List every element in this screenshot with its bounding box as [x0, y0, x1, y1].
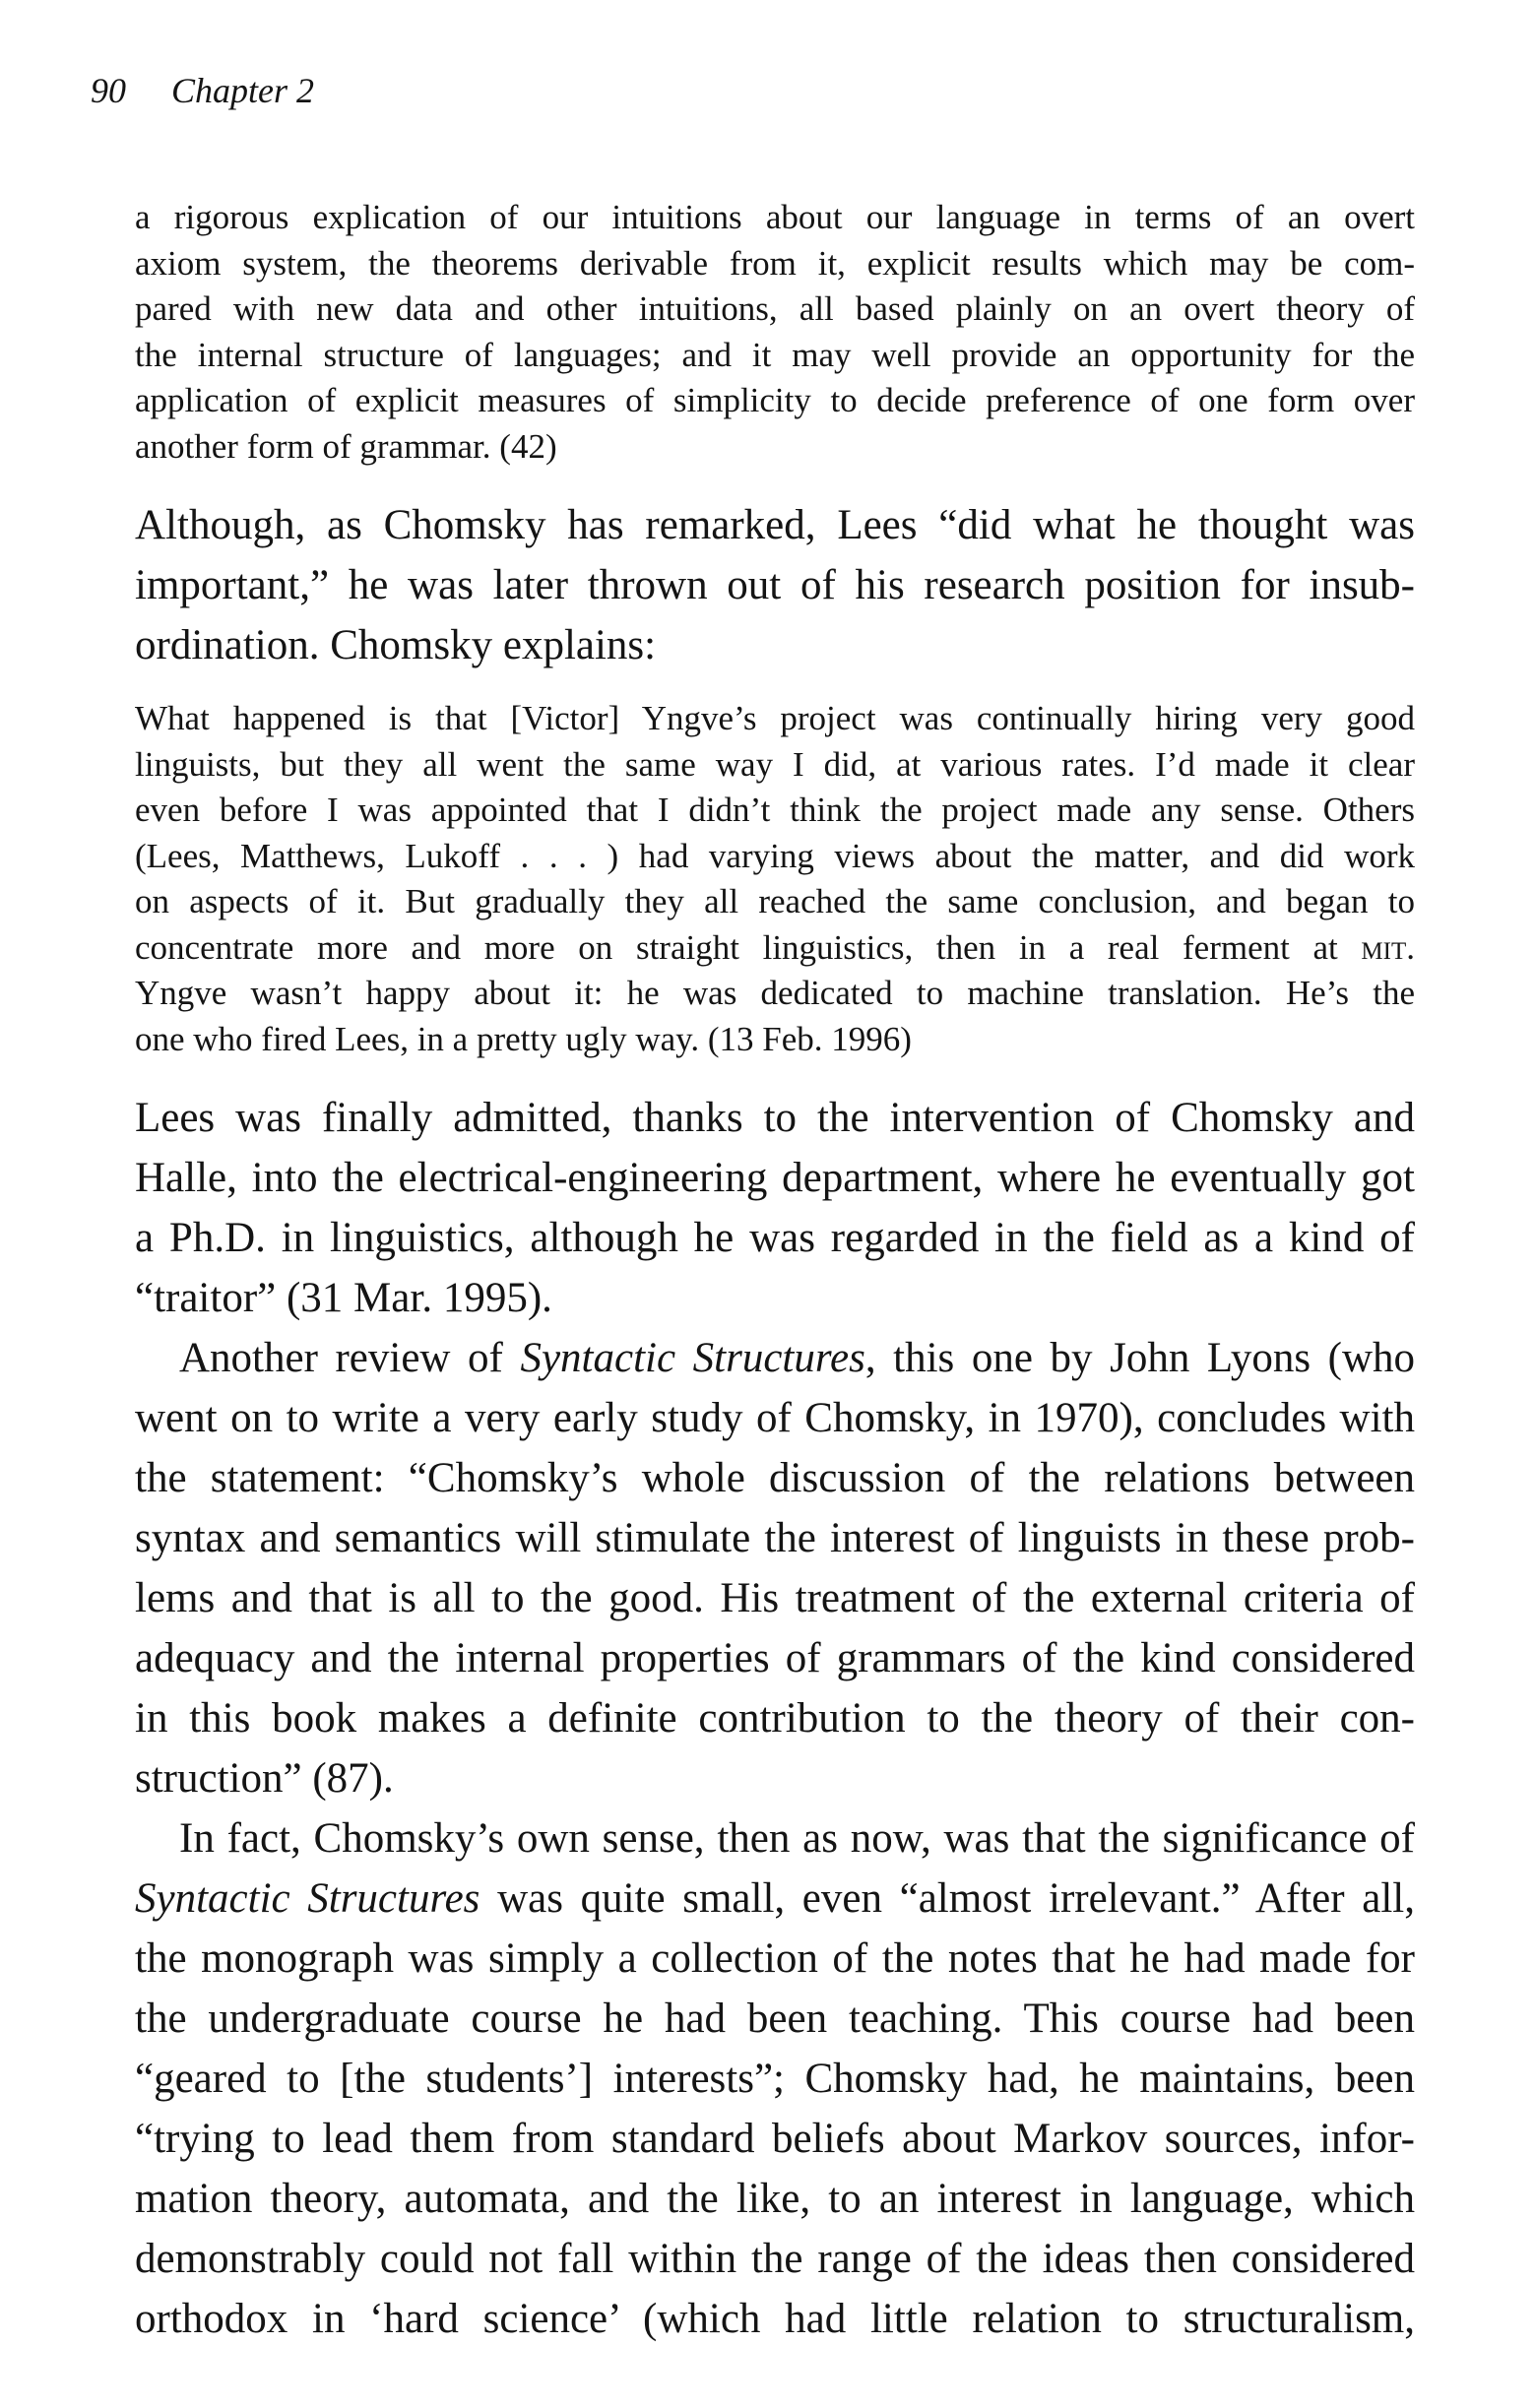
text-line: even before I was appointed that I didn’t think the project made any sense. Others	[135, 791, 1415, 829]
paragraph-lees-insubordination	[135, 495, 1415, 675]
text-line: syntax and semantics will stimulate the interest of linguists in these prob-	[135, 1515, 1415, 1561]
block-quote-chomsky	[135, 696, 1415, 1062]
text-line: one who fired Lees, in a pretty ugly way. (13 Feb. 1996)	[135, 1019, 912, 1058]
text-line: application of explicit measures of simplicity to decide preference of one form over	[135, 381, 1415, 419]
text-line: linguists, but they all went the same way I did, at various rates. I’d made it clear	[135, 744, 1415, 784]
paragraph-lyons-review	[135, 1328, 1415, 1808]
text-line: on aspects of it. But gradually they all reached the same conclusion, and began to	[135, 882, 1415, 920]
text-line: ordination. Chomsky explains:	[135, 622, 657, 668]
text-line: struction” (87).	[135, 1755, 394, 1802]
page-number: 90	[91, 71, 126, 110]
block-quote-lees	[135, 195, 1415, 470]
text-line: a rigorous explication of our intuitions about our language in terms of an overt	[135, 198, 1415, 236]
text-line: the statement: “Chomsky’s whole discussion of the relations between	[135, 1455, 1415, 1501]
text-line: demonstrably could not fall within the range of the ideas then considered	[135, 2236, 1415, 2282]
text-line	[135, 1869, 1415, 1929]
text-line: the undergraduate course he had been teaching. This course had been	[135, 1996, 1415, 2042]
text-line: orthodox in ‘hard science’ (which had little relation to structuralism,	[135, 2296, 1415, 2342]
text-run: , this one by John Lyons (who	[864, 1335, 1416, 1381]
text-line: the monograph was simply a collection of the notes that he had made for	[135, 1935, 1415, 1982]
text-line	[135, 1328, 1415, 1388]
text-line: important,” he was later thrown out of his research position for insub-	[135, 562, 1415, 608]
text-line: the internal structure of languages; and it may well provide an opportunity for the	[135, 335, 1415, 374]
text-line: went on to write a very early study of Chomsky, in 1970), concludes with	[135, 1395, 1415, 1441]
book-title: Syntactic Structures	[520, 1335, 865, 1381]
text-line: pared with new data and other intuitions, all based plainly on an overt theory of	[135, 289, 1415, 328]
text-line: another form of grammar. (42)	[135, 426, 557, 466]
text-line	[135, 925, 1415, 972]
text-run: concentrate more and more on straight linguistics, then in a real ferment at	[135, 927, 1362, 967]
text-line: adequacy and the internal properties of grammars of the kind considered	[135, 1635, 1415, 1681]
abbreviation-mit: mit	[1361, 927, 1407, 967]
text-run: Another review of	[179, 1335, 521, 1381]
running-head	[91, 69, 314, 112]
paragraph-significance	[135, 1808, 1415, 2349]
text-run: was quite small, even “almost irrelevant.” After all,	[480, 1875, 1415, 1922]
text-line: In fact, Chomsky’s own sense, then as now, was that the significance of	[179, 1815, 1415, 1862]
text-line: Yngve wasn’t happy about it: he was dedicated to machine translation. He’s the	[135, 974, 1415, 1012]
text-line: Although, as Chomsky has remarked, Lees “did what he thought was	[135, 502, 1415, 548]
text-line: in this book makes a definite contribution to the theory of their con-	[135, 1695, 1415, 1742]
text-line: mation theory, automata, and the like, to an interest in language, which	[135, 2176, 1415, 2222]
text-line: “trying to lead them from standard beliefs about Markov sources, infor-	[135, 2116, 1415, 2162]
text-run: .	[1406, 927, 1415, 967]
text-line: Halle, into the electrical-engineering department, where he eventually got	[135, 1155, 1415, 1201]
paragraph-lees-admitted	[135, 1088, 1415, 1328]
text-line: Lees was finally admitted, thanks to the intervention of Chomsky and	[135, 1095, 1415, 1141]
text-line: What happened is that [Victor] Yngve’s project was continually hiring very good	[135, 699, 1415, 737]
text-line: “geared to [the students’] interests”; Chomsky had, he maintains, been	[135, 2056, 1415, 2102]
text-line: “traitor” (31 Mar. 1995).	[135, 1275, 552, 1321]
chapter-title: Chapter 2	[171, 71, 315, 110]
text-line: lems and that is all to the good. His treatment of the external criteria of	[135, 1575, 1415, 1621]
text-line: axiom system, the theorems derivable from it, explicit results which may be com-	[135, 243, 1415, 283]
book-title: Syntactic Structures	[135, 1875, 480, 1922]
text-line: (Lees, Matthews, Lukoff . . . ) had varying views about the matter, and did work	[135, 836, 1415, 875]
text-line: a Ph.D. in linguistics, although he was regarded in the field as a kind of	[135, 1215, 1415, 1261]
